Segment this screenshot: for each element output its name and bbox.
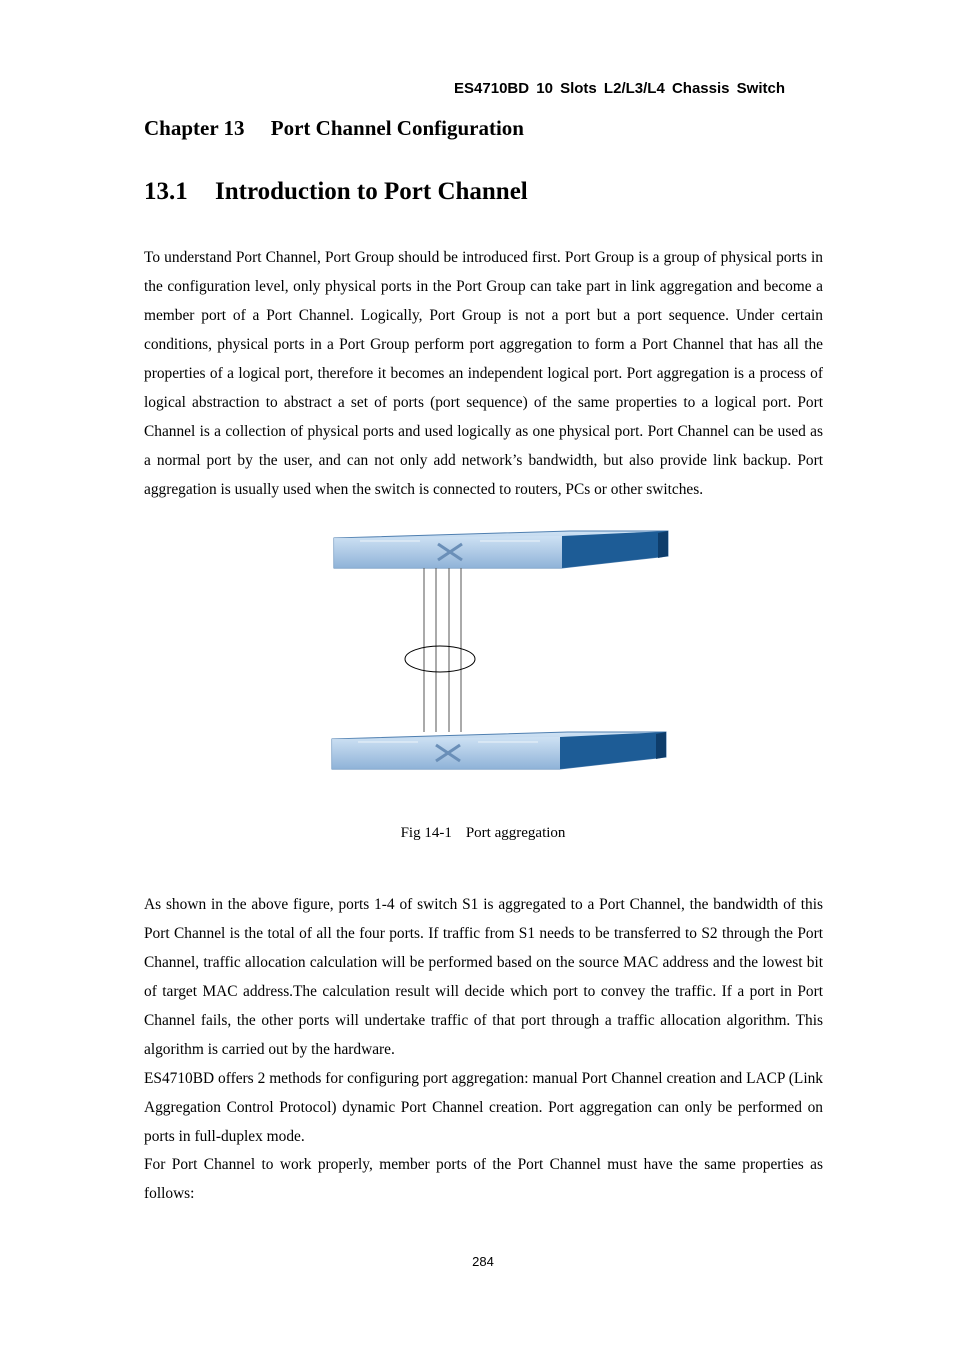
section-heading <box>144 178 528 206</box>
figure-caption <box>0 825 954 842</box>
figure-number: Fig 14-1 <box>400 825 452 841</box>
chapter-title: Port Channel Configuration <box>270 116 524 140</box>
figure-caption-text: Port aggregation <box>465 825 566 841</box>
intro-paragraph: To understand Port Channel, Port Group should be introduced first. Port Group is a group of physical ports in the configuration level, only physical ports in the Port Group can take part in link aggregation and become a member port of a Port Channel. Logically, Port Group is not a port but a port sequence. Under certain conditions, physical ports in a Port Group perform port aggregation to form a Port Channel that has all the properties of a logical port, therefore it becomes an independent logical port. Port aggregation is a process of logical abstraction to abstract a set of ports (port sequence) of the same properties to a logical port. Port Channel is a collection of physical ports and used logically as one physical port. Port Channel can be used as a normal port by the user, and can not only add network’s bandwidth, but also provide link backup. Port aggregation is usually used when the switch is connected to routers, PCs or other switches. <box>144 249 823 498</box>
running-header: ES4710BD 10 Slots L2/L3/L4 Chassis Switch <box>454 80 785 97</box>
port-aggregation-figure <box>320 526 680 776</box>
port-channel-ellipse <box>405 646 475 672</box>
chapter-heading <box>144 116 524 141</box>
figure-explanation-paragraph: As shown in the above figure, ports 1-4 of switch S1 is aggregated to a Port Channel, the bandwidth of this Port Channel is the total of all the four ports. If traffic from S1 needs to be transferred to S2 through the Port Channel, traffic allocation calculation will be performed based on the source MAC address and the lowest bit of target MAC address.The calculation result will decide which port to convey the traffic. If a port in Port Channel fails, the other ports will undertake traffic of that port through a traffic allocation algorithm. This algorithm is carried out by the hardware. <box>144 896 823 1058</box>
section-title: Introduction to Port Channel <box>215 178 528 205</box>
aggregated-links <box>424 568 461 732</box>
switch-s2-icon <box>332 732 666 769</box>
page-number: 284 <box>472 1254 494 1269</box>
methods-paragraph: ES4710BD offers 2 methods for configuring port aggregation: manual Port Channel creation and LACP (Link Aggregation Control Protocol) dynamic Port Channel creation. Port aggregation can only be performed on ports in full-duplex mode. <box>144 1070 823 1145</box>
switch-s1-icon <box>334 531 668 568</box>
chapter-number: Chapter 13 <box>144 116 245 140</box>
section-number: 13.1 <box>144 178 188 205</box>
requirements-paragraph: For Port Channel to work properly, member ports of the Port Channel must have the same properties as follows: <box>144 1156 823 1202</box>
